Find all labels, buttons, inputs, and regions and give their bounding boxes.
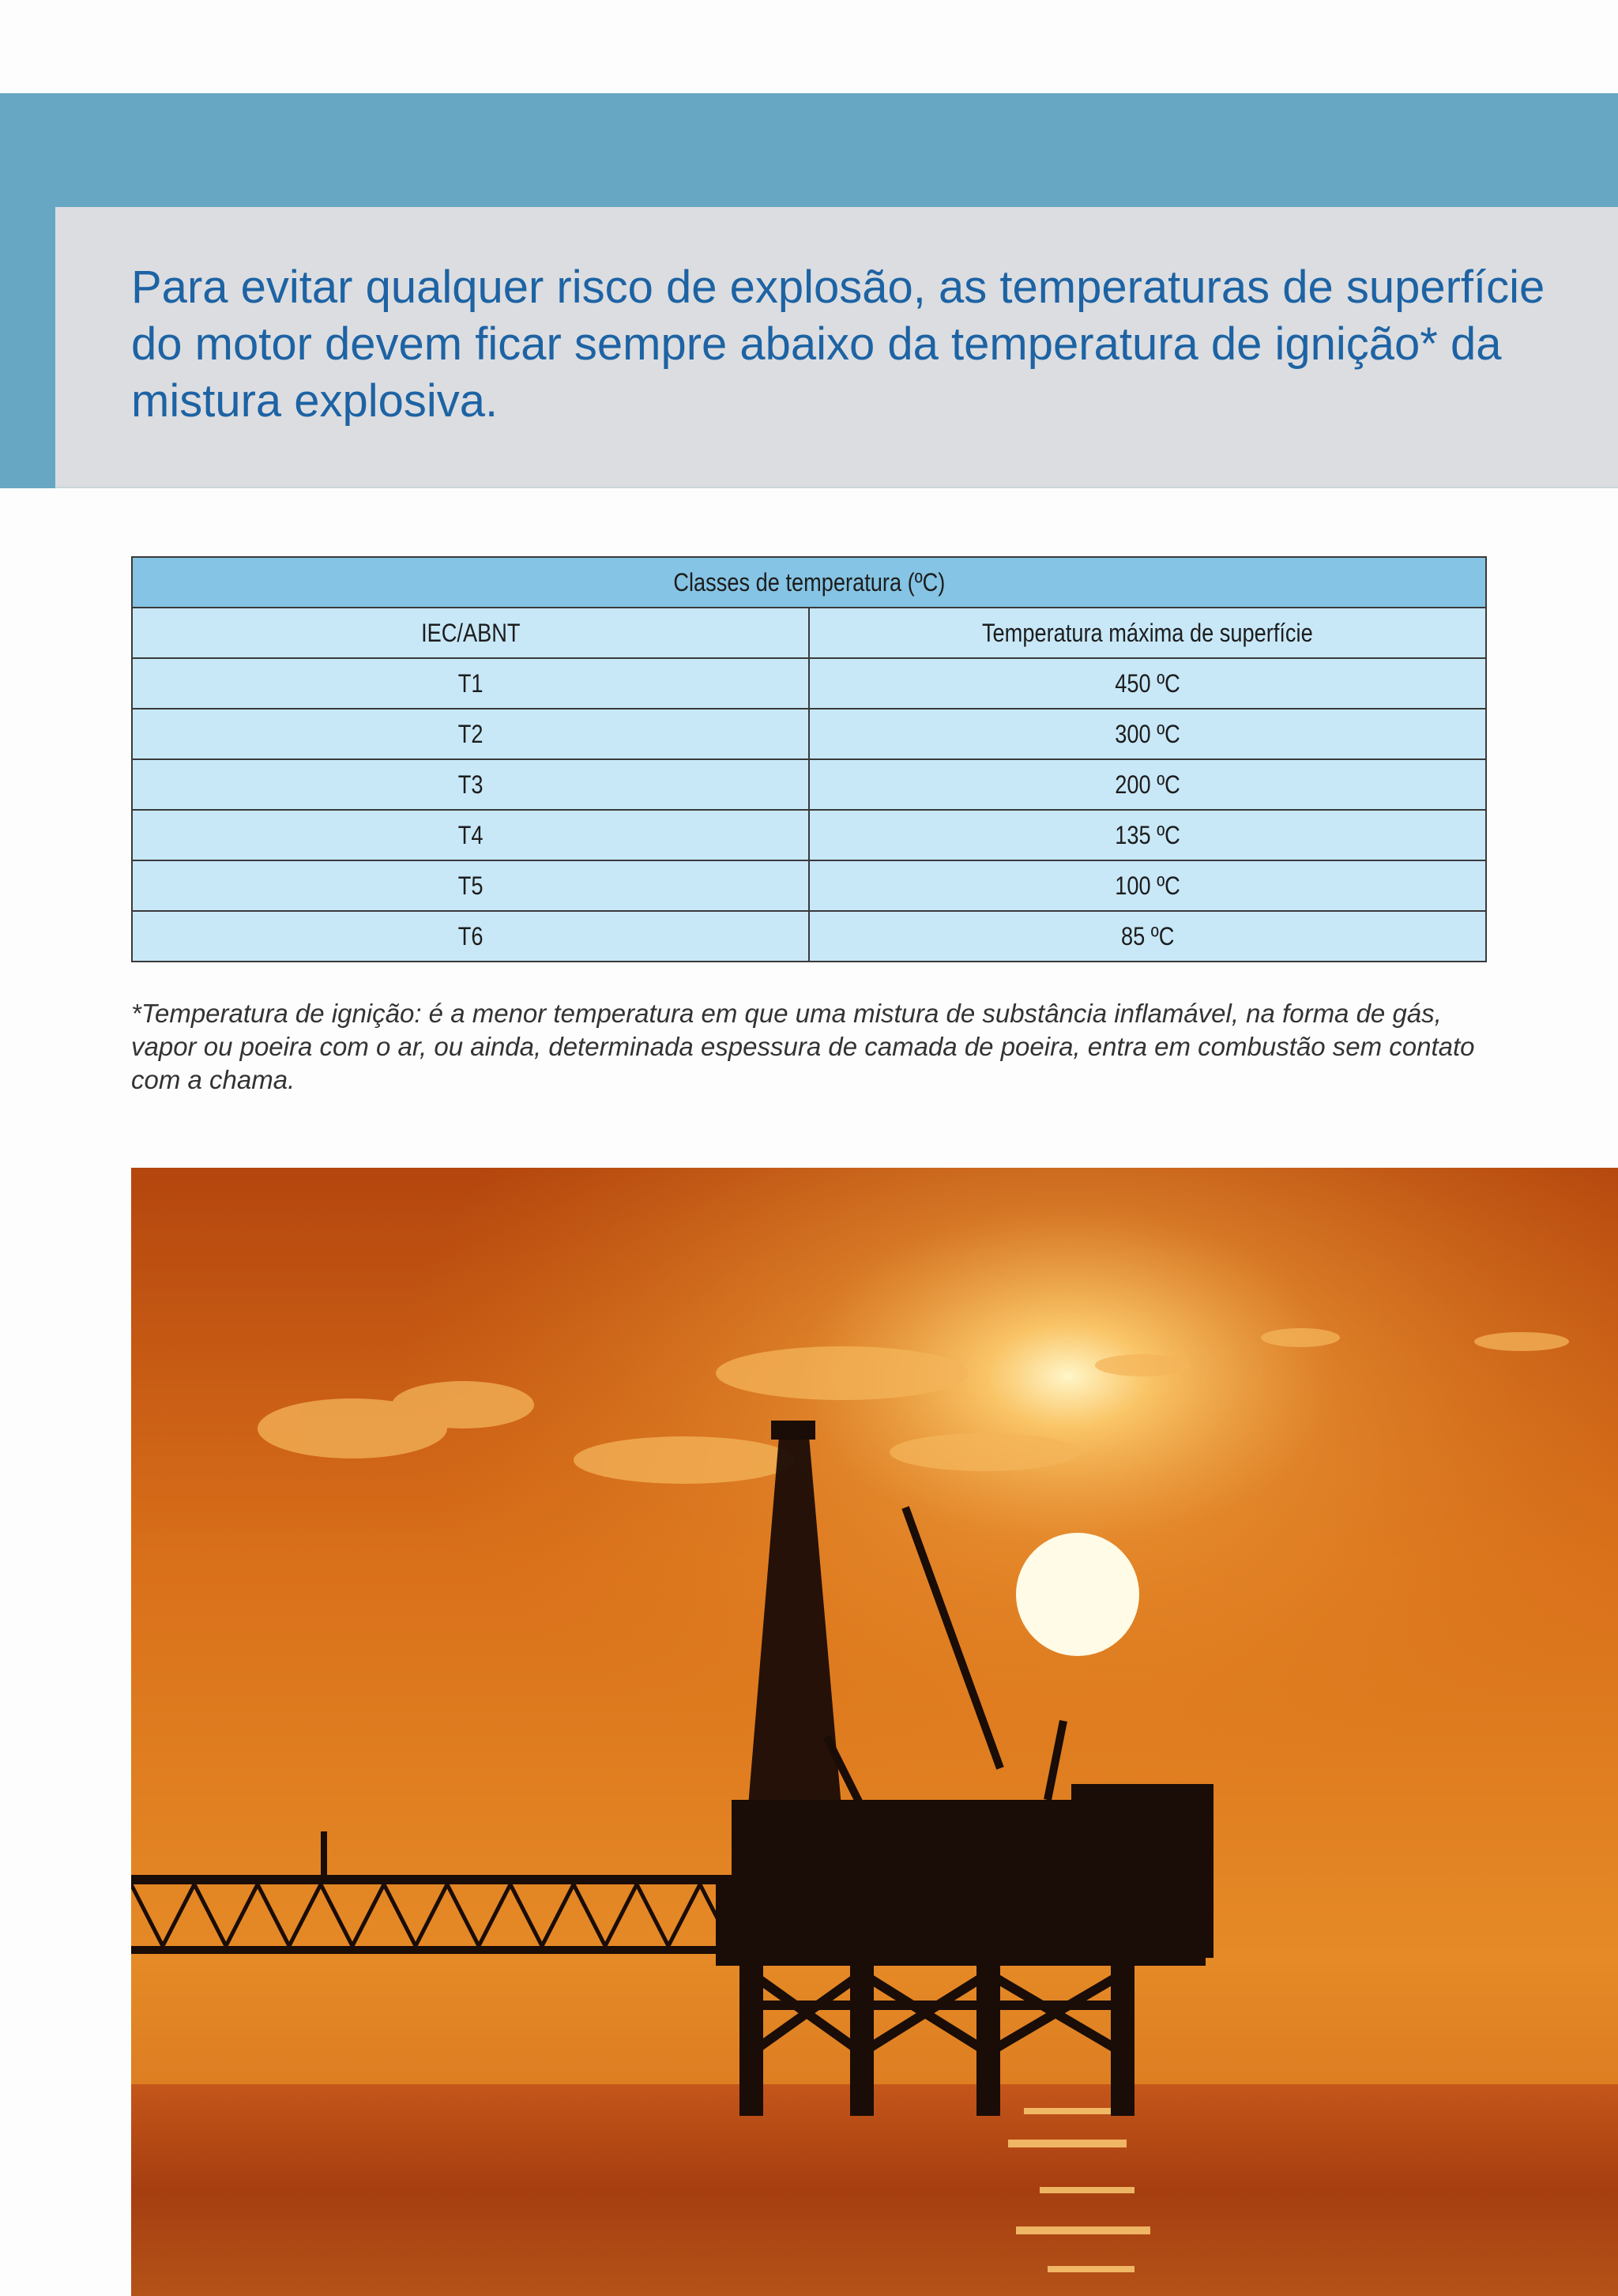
temp-cell: 200 ºC xyxy=(809,759,1486,810)
callout-text: Para evitar qualquer risco de explosão, as temperaturas de superfície do motor devem ficar sempre abaixo da temperatura de ignição* da mistura explosiva. xyxy=(131,262,1545,427)
class-cell: T4 xyxy=(132,810,809,860)
temp-cell: 450 ºC xyxy=(809,658,1486,709)
table-row xyxy=(132,860,1486,911)
offshore-platform-sunset-photo xyxy=(131,1168,1618,2296)
column-header-class: IEC/ABNT xyxy=(132,608,809,658)
temp-cell: 300 ºC xyxy=(809,709,1486,759)
temp-cell: 135 ºC xyxy=(809,810,1486,860)
table-title: Classes de temperatura (ºC) xyxy=(132,557,1486,608)
table-row xyxy=(132,911,1486,962)
class-cell: T2 xyxy=(132,709,809,759)
callout-box xyxy=(55,207,1618,488)
table-row xyxy=(132,810,1486,860)
table-title-row xyxy=(132,557,1486,608)
table-row xyxy=(132,759,1486,810)
temp-cell: 100 ºC xyxy=(809,860,1486,911)
column-header-max-temp: Temperatura máxima de superfície xyxy=(809,608,1486,658)
ignition-footnote: *Temperatura de ignição: é a menor temperatura em que uma mistura de substância inflamável, na forma de gás, vapor ou poeira com o ar, ou ainda, determinada espessura de camada de poeira, entra em combustão sem contato com a chama. xyxy=(131,999,1475,1094)
table-row xyxy=(132,709,1486,759)
class-cell: T3 xyxy=(132,759,809,810)
class-cell: T1 xyxy=(132,658,809,709)
temp-cell: 85 ºC xyxy=(809,911,1486,962)
class-cell: T6 xyxy=(132,911,809,962)
table-row xyxy=(132,658,1486,709)
temperature-classes-table xyxy=(131,556,1487,962)
table-header-row xyxy=(132,608,1486,658)
class-cell: T5 xyxy=(132,860,809,911)
